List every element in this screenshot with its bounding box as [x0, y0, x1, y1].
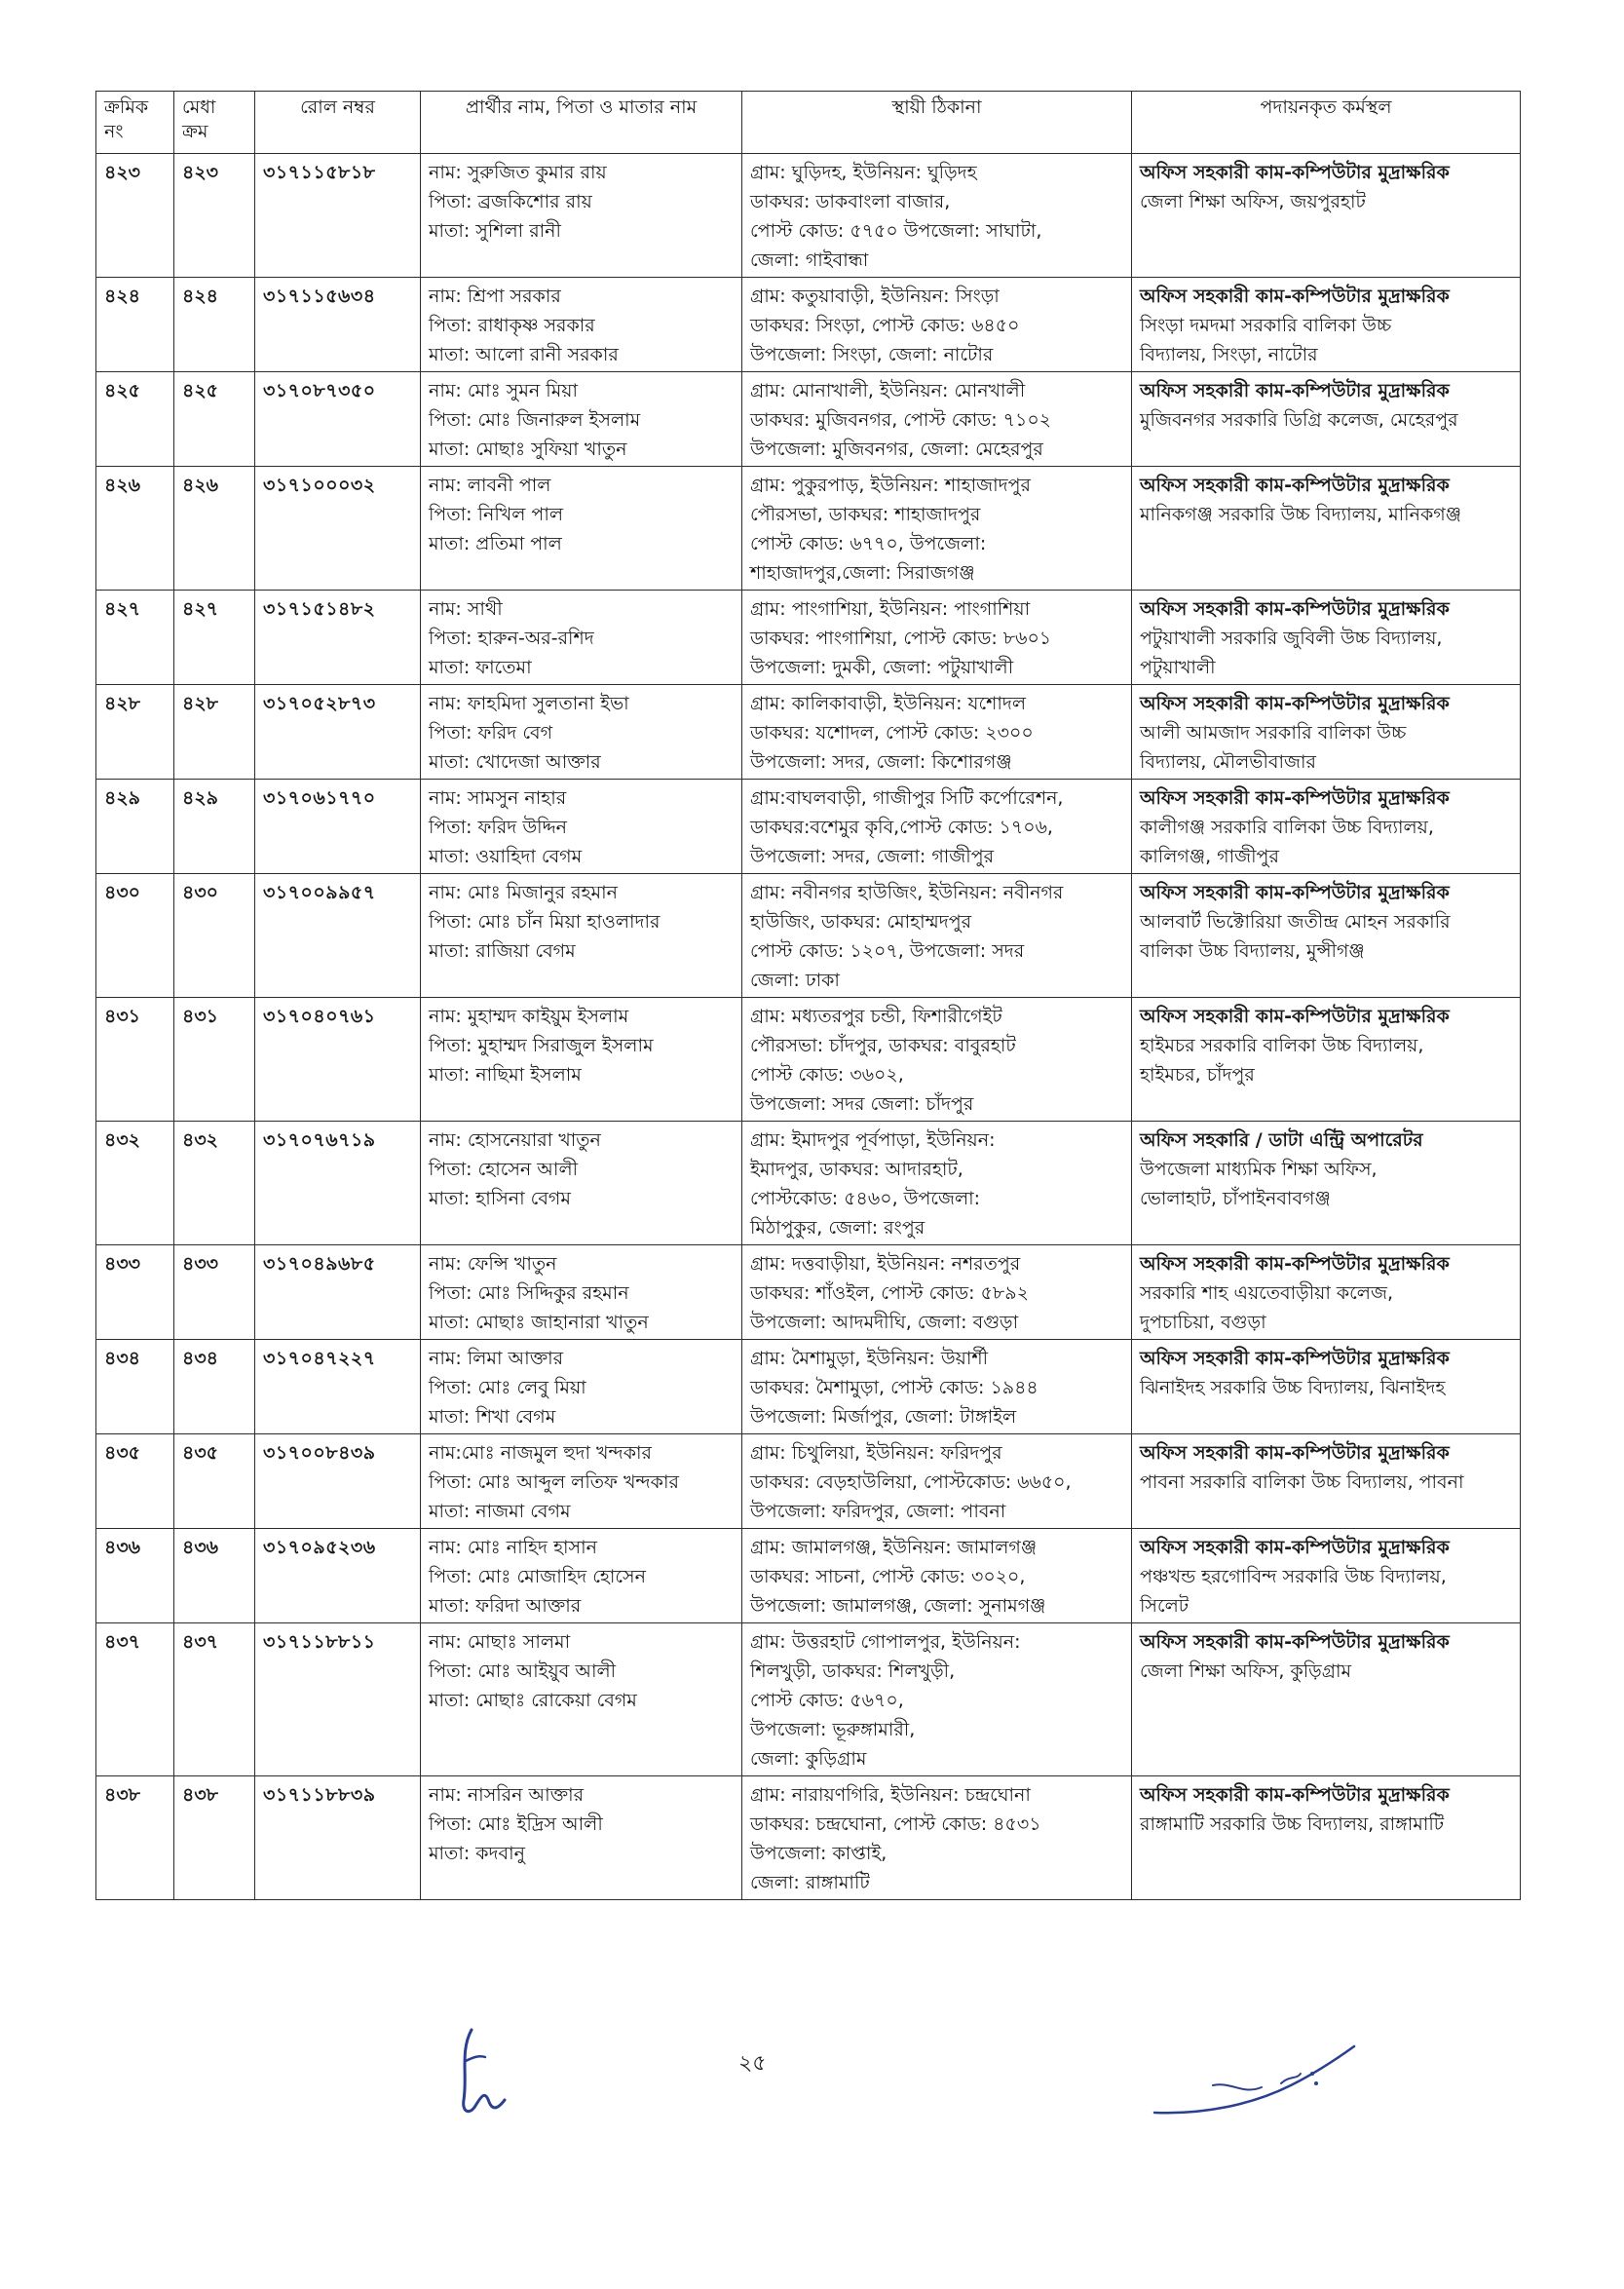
- post-title: অফিস সহকারী কাম-কম্পিউটার মুদ্রাক্ষরিক: [1140, 286, 1450, 307]
- merit-cell: ৪২৮: [174, 685, 255, 780]
- post-title: অফিস সহকারী কাম-কম্পিউটার মুদ্রাক্ষরিক: [1140, 1784, 1450, 1806]
- table-row: [96, 467, 1521, 591]
- page-number: ২৫: [738, 2051, 767, 2076]
- merit-cell: ৪৩৭: [174, 1623, 255, 1776]
- post-title: অফিস সহকারী কাম-কম্পিউটার মুদ্রাক্ষরিক: [1140, 380, 1450, 401]
- roll-number-cell: ৩১৭০৪৭২২৭: [255, 1340, 421, 1434]
- workplace: জেলা শিক্ষা অফিস, জয়পুরহাট: [1140, 191, 1366, 212]
- candidate-name-cell: নাম: ফাহমিদা সুলতানা ইভা পিতা: ফরিদ বেগ মাতা: খোদেজা আক্তার: [421, 685, 742, 780]
- serial-cell: ৪৩৭: [96, 1623, 174, 1776]
- table-row: [96, 1623, 1521, 1776]
- candidate-name-cell: নাম: মুহাম্মদ কাইয়ুম ইসলাম পিতা: মুহাম্মদ সিরাজুল ইসলাম মাতা: নাছিমা ইসলাম: [421, 998, 742, 1122]
- roll-number-cell: ৩১৭০৪৯৬৮৫: [255, 1245, 421, 1340]
- workplace: মুজিবনগর সরকারি ডিগ্রি কলেজ, মেহেরপুর: [1140, 409, 1458, 431]
- posting-cell: [1132, 1776, 1521, 1900]
- permanent-address-cell: গ্রাম: জামালগঞ্জ, ইউনিয়ন: জামালগঞ্জ ডাকঘর: সাচনা, পোস্ট কোড: ৩০২০, উপজেলা: জামালগঞ্জ, জেলা: সুনামগঞ্জ: [742, 1529, 1132, 1623]
- merit-list-sheet: [95, 91, 1520, 1900]
- candidate-name-cell: নাম: হোসনেয়ারা খাতুন পিতা: হোসেন আলী মাতা: হাসিনা বেগম: [421, 1122, 742, 1245]
- serial-cell: ৪৩২: [96, 1122, 174, 1245]
- post-title: অফিস সহকারী কাম-কম্পিউটার মুদ্রাক্ষরিক: [1140, 787, 1450, 809]
- merit-cell: ৪৩৫: [174, 1434, 255, 1529]
- serial-cell: ৪৩০: [96, 874, 174, 998]
- posting-cell: [1132, 1529, 1521, 1623]
- serial-cell: ৪৩৫: [96, 1434, 174, 1529]
- permanent-address-cell: গ্রাম: কালিকাবাড়ী, ইউনিয়ন: যশোদল ডাকঘর: যশোদল, পোস্ট কোড: ২৩০০ উপজেলা: সদর, জেলা: কিশোরগঞ্জ: [742, 685, 1132, 780]
- merit-cell: ৪৩৪: [174, 1340, 255, 1434]
- candidate-name-cell: নাম: সুরুজিত কুমার রায় পিতা: ব্রজকিশোর রায় মাতা: সুশিলা রানী: [421, 154, 742, 278]
- table-row: [96, 780, 1521, 874]
- merit-cell: ৪২৩: [174, 154, 255, 278]
- merit-cell: ৪২৯: [174, 780, 255, 874]
- header-posting: পদায়নকৃত কর্মস্থল: [1132, 92, 1521, 154]
- permanent-address-cell: গ্রাম: নারায়ণগিরি, ইউনিয়ন: চন্দ্রঘোনা ডাকঘর: চন্দ্রঘোনা, পোস্ট কোড: ৪৫৩১ উপজেলা: কাপ্তাই, জেলা: রাঙ্গামাটি: [742, 1776, 1132, 1900]
- permanent-address-cell: গ্রাম: নবীনগর হাউজিং, ইউনিয়ন: নবীনগর হাউজিং, ডাকঘর: মোহাম্মদপুর পোস্ট কোড: ১২০৭, উপজেলা: সদর জেলা: ঢাকা: [742, 874, 1132, 998]
- roll-number-cell: ৩১৭১১৮৮৩৯: [255, 1776, 421, 1900]
- serial-cell: ৪২৭: [96, 591, 174, 685]
- serial-cell: ৪২৯: [96, 780, 174, 874]
- post-title: অফিস সহকারী কাম-কম্পিউটার মুদ্রাক্ষরিক: [1140, 693, 1450, 714]
- roll-number-cell: ৩১৭১১৫৮১৮: [255, 154, 421, 278]
- merit-cell: ৪৩১: [174, 998, 255, 1122]
- roll-number-cell: ৩১৭০০৮৪৩৯: [255, 1434, 421, 1529]
- post-title: অফিস সহকারী কাম-কম্পিউটার মুদ্রাক্ষরিক: [1140, 475, 1450, 496]
- workplace: সিংড়া দমদমা সরকারি বালিকা উচ্চ বিদ্যালয়, সিংড়া, নাটোর: [1140, 315, 1392, 365]
- permanent-address-cell: গ্রাম: মধ্যতরপুর চন্ডী, ফিশারীগেইট পৌরসভা: চাঁদপুর, ডাকঘর: বাবুরহাট পোস্ট কোড: ৩৬০২, উপজেলা: সদর জেলা: চাঁদপুর: [742, 998, 1132, 1122]
- permanent-address-cell: গ্রাম: মোনাখালী, ইউনিয়ন: মোনখালী ডাকঘর: মুজিবনগর, পোস্ট কোড: ৭১০২ উপজেলা: মুজিবনগর, জেলা: মেহেরপুর: [742, 372, 1132, 467]
- candidate-name-cell: নাম: মোঃ সুমন মিয়া পিতা: মোঃ জিনারুল ইসলাম মাতা: মোছাঃ সুফিয়া খাতুন: [421, 372, 742, 467]
- posting-cell: [1132, 1434, 1521, 1529]
- posting-cell: [1132, 372, 1521, 467]
- signature-left: [450, 2022, 528, 2129]
- post-title: অফিস সহকারী কাম-কম্পিউটার মুদ্রাক্ষরিক: [1140, 1631, 1450, 1653]
- candidate-name-cell: নাম: লাবনী পাল পিতা: নিখিল পাল মাতা: প্রতিমা পাল: [421, 467, 742, 591]
- workplace: পাবনা সরকারি বালিকা উচ্চ বিদ্যালয়, পাবনা: [1140, 1471, 1464, 1493]
- candidate-name-cell: নাম: ফেন্সি খাতুন পিতা: মোঃ সিদ্দিকুর রহমান মাতা: মোছাঃ জাহানারা খাতুন: [421, 1245, 742, 1340]
- serial-cell: ৪৩৩: [96, 1245, 174, 1340]
- post-title: অফিস সহকারী কাম-কম্পিউটার মুদ্রাক্ষরিক: [1140, 1253, 1450, 1275]
- candidate-name-cell: নাম: সাথী পিতা: হারুন-অর-রশিদ মাতা: ফাতেমা: [421, 591, 742, 685]
- post-title: অফিস সহকারি / ডাটা এন্ট্রি অপারেটর: [1140, 1129, 1423, 1151]
- table-row: [96, 1776, 1521, 1900]
- signature-right: [1145, 2037, 1388, 2144]
- table-row: [96, 874, 1521, 998]
- roll-number-cell: ৩১৭০০৯৯৫৭: [255, 874, 421, 998]
- workplace: আলবার্ট ভিক্টোরিয়া জতীন্দ্র মোহন সরকারি বালিকা উচ্চ বিদ্যালয়, মুন্সীগঞ্জ: [1140, 911, 1451, 962]
- serial-cell: ৪৩৪: [96, 1340, 174, 1434]
- posting-cell: [1132, 591, 1521, 685]
- roll-number-cell: ৩১৭০৯৫২৩৬: [255, 1529, 421, 1623]
- roll-number-cell: ৩১৭১১৮৮১১: [255, 1623, 421, 1776]
- permanent-address-cell: গ্রাম: পুকুরপাড়, ইউনিয়ন: শাহাজাদপুর পৌরসভা, ডাকঘর: শাহাজাদপুর পোস্ট কোড: ৬৭৭০, উপজেলা: শাহাজাদপুর,জেলা: সিরাজগঞ্জ: [742, 467, 1132, 591]
- permanent-address-cell: গ্রাম: ইমাদপুর পূর্বপাড়া, ইউনিয়ন: ইমাদপুর, ডাকঘর: আদারহাট, পোস্টকোড: ৫৪৬০, উপজেলা: মিঠাপুকুর, জেলা: রংপুর: [742, 1122, 1132, 1245]
- post-title: অফিস সহকারী কাম-কম্পিউটার মুদ্রাক্ষরিক: [1140, 1348, 1450, 1369]
- merit-cell: ৪৩৩: [174, 1245, 255, 1340]
- workplace: ঝিনাইদহ সরকারি উচ্চ বিদ্যালয়, ঝিনাইদহ: [1140, 1377, 1446, 1398]
- posting-cell: [1132, 1122, 1521, 1245]
- post-title: অফিস সহকারী কাম-কম্পিউটার মুদ্রাক্ষরিক: [1140, 1537, 1450, 1558]
- candidate-name-cell: নাম: শ্রিপা সরকার পিতা: রাধাকৃষ্ণ সরকার মাতা: আলো রানী সরকার: [421, 278, 742, 372]
- workplace: পটুয়াখালী সরকারি জুবিলী উচ্চ বিদ্যালয়, পটুয়াখালী: [1140, 628, 1443, 678]
- permanent-address-cell: গ্রাম: ঘুড়িদহ, ইউনিয়ন: ঘুড়িদহ ডাকঘর: ডাকবাংলা বাজার, পোস্ট কোড: ৫৭৫০ উপজেলা: সাঘাটা, জেলা: গাইবান্ধা: [742, 154, 1132, 278]
- candidate-name-cell: নাম: মোছাঃ সালমা পিতা: মোঃ আইয়ুব আলী মাতা: মোছাঃ রোকেয়া বেগম: [421, 1623, 742, 1776]
- posting-cell: [1132, 685, 1521, 780]
- roll-number-cell: ৩১৭০৫২৮৭৩: [255, 685, 421, 780]
- serial-cell: ৪৩৮: [96, 1776, 174, 1900]
- roll-number-cell: ৩১৭০৪০৭৬১: [255, 998, 421, 1122]
- workplace: উপজেলা মাধ্যমিক শিক্ষা অফিস, ভোলাহাট, চাঁপাইনবাবগঞ্জ: [1140, 1159, 1378, 1209]
- merit-cell: ৪২৫: [174, 372, 255, 467]
- merit-cell: ৪২৬: [174, 467, 255, 591]
- merit-cell: ৪৩২: [174, 1122, 255, 1245]
- header-merit: মেধা ক্রম: [174, 92, 255, 154]
- posting-cell: [1132, 467, 1521, 591]
- workplace: কালীগঞ্জ সরকারি বালিকা উচ্চ বিদ্যালয়, কালিগঞ্জ, গাজীপুর: [1140, 817, 1434, 867]
- table-row: [96, 154, 1521, 278]
- permanent-address-cell: গ্রাম: দত্তবাড়ীয়া, ইউনিয়ন: নশরতপুর ডাকঘর: শাঁওইল, পোস্ট কোড: ৫৮৯২ উপজেলা: আদমদীঘি, জেলা: বগুড়া: [742, 1245, 1132, 1340]
- permanent-address-cell: গ্রাম: পাংগাশিয়া, ইউনিয়ন: পাংগাশিয়া ডাকঘর: পাংগাশিয়া, পোস্ট কোড: ৮৬০১ উপজেলা: দুমকী, জেলা: পটুয়াখালী: [742, 591, 1132, 685]
- merit-list-table: [95, 91, 1521, 1900]
- table-row: [96, 1529, 1521, 1623]
- roll-number-cell: ৩১৭০৮৭৩৫০: [255, 372, 421, 467]
- roll-number-cell: ৩১৭১০০০৩২: [255, 467, 421, 591]
- table-header-row: [96, 92, 1521, 154]
- roll-number-cell: ৩১৭০৬১৭৭০: [255, 780, 421, 874]
- serial-cell: ৪৩৬: [96, 1529, 174, 1623]
- candidate-name-cell: নাম: মোঃ মিজানুর রহমান পিতা: মোঃ চাঁন মিয়া হাওলাদার মাতা: রাজিয়া বেগম: [421, 874, 742, 998]
- posting-cell: [1132, 1245, 1521, 1340]
- post-title: অফিস সহকারী কাম-কম্পিউটার মুদ্রাক্ষরিক: [1140, 1442, 1450, 1464]
- header-roll: রোল নম্বর: [255, 92, 421, 154]
- permanent-address-cell: গ্রাম: কতুয়াবাড়ী, ইউনিয়ন: সিংড়া ডাকঘর: সিংড়া, পোস্ট কোড: ৬৪৫০ উপজেলা: সিংড়া, জেলা: নাটোর: [742, 278, 1132, 372]
- table-row: [96, 372, 1521, 467]
- table-row: [96, 278, 1521, 372]
- table-row: [96, 1245, 1521, 1340]
- roll-number-cell: ৩১৭১১৫৬৩৪: [255, 278, 421, 372]
- permanent-address-cell: গ্রাম: উত্তরহাট গোপালপুর, ইউনিয়ন: শিলখুড়ী, ডাকঘর: শিলখুড়ী, পোস্ট কোড: ৫৬৭০, উপজেলা: ভূরুঙ্গামারী, জেলা: কুড়িগ্রাম: [742, 1623, 1132, 1776]
- post-title: অফিস সহকারী কাম-কম্পিউটার মুদ্রাক্ষরিক: [1140, 598, 1450, 620]
- candidate-name-cell: নাম: মোঃ নাহিদ হাসান পিতা: মোঃ মোজাহিদ হোসেন মাতা: ফরিদা আক্তার: [421, 1529, 742, 1623]
- candidate-name-cell: নাম: সামসুন নাহার পিতা: ফরিদ উদ্দিন মাতা: ওয়াহিদা বেগম: [421, 780, 742, 874]
- header-serial: ক্রমিক নং: [96, 92, 174, 154]
- post-title: অফিস সহকারী কাম-কম্পিউটার মুদ্রাক্ষরিক: [1140, 882, 1450, 903]
- table-row: [96, 1122, 1521, 1245]
- permanent-address-cell: গ্রাম: মৈশামুড়া, ইউনিয়ন: উয়ার্শী ডাকঘর: মৈশামুড়া, পোস্ট কোড: ১৯৪৪ উপজেলা: মির্জাপুর, জেলা: টাঙ্গাইল: [742, 1340, 1132, 1434]
- permanent-address-cell: গ্রাম: চিথুলিয়া, ইউনিয়ন: ফরিদপুর ডাকঘর: বেড়হাউলিয়া, পোস্টকোড: ৬৬৫০, উপজেলা: ফরিদপুর, জেলা: পাবনা: [742, 1434, 1132, 1529]
- workplace: জেলা শিক্ষা অফিস, কুড়িগ্রাম: [1140, 1660, 1352, 1682]
- merit-cell: ৪৩৮: [174, 1776, 255, 1900]
- posting-cell: [1132, 1623, 1521, 1776]
- table-row: [96, 591, 1521, 685]
- posting-cell: [1132, 154, 1521, 278]
- merit-cell: ৪২৪: [174, 278, 255, 372]
- posting-cell: [1132, 998, 1521, 1122]
- candidate-name-cell: নাম:মোঃ নাজমুল হুদা খন্দকার পিতা: মোঃ আব্দুল লতিফ খন্দকার মাতা: নাজমা বেগম: [421, 1434, 742, 1529]
- workplace: মানিকগঞ্জ সরকারি উচ্চ বিদ্যালয়, মানিকগঞ্জ: [1140, 504, 1461, 525]
- table-row: [96, 1340, 1521, 1434]
- workplace: পঞ্চখন্ড হরগোবিন্দ সরকারি উচ্চ বিদ্যালয়, সিলেট: [1140, 1566, 1447, 1617]
- merit-cell: ৪৩০: [174, 874, 255, 998]
- serial-cell: ৪২৮: [96, 685, 174, 780]
- header-address: স্থায়ী ঠিকানা: [742, 92, 1132, 154]
- table-body: [96, 154, 1521, 1900]
- workplace: আলী আমজাদ সরকারি বালিকা উচ্চ বিদ্যালয়, মৌলভীবাজার: [1140, 722, 1407, 773]
- posting-cell: [1132, 1340, 1521, 1434]
- permanent-address-cell: গ্রাম:বাঘলবাড়ী, গাজীপুর সিটি কর্পোরেশন, ডাকঘর:বশেমুর কৃবি,পোস্ট কোড: ১৭০৬, উপজেলা: সদর, জেলা: গাজীপুর: [742, 780, 1132, 874]
- serial-cell: ৪২৩: [96, 154, 174, 278]
- table-row: [96, 1434, 1521, 1529]
- table-row: [96, 685, 1521, 780]
- posting-cell: [1132, 278, 1521, 372]
- merit-cell: ৪২৭: [174, 591, 255, 685]
- roll-number-cell: ৩১৭১৫১৪৮২: [255, 591, 421, 685]
- posting-cell: [1132, 874, 1521, 998]
- workplace: রাঙ্গামাটি সরকারি উচ্চ বিদ্যালয়, রাঙ্গামাটি: [1140, 1813, 1445, 1835]
- serial-cell: ৪২৫: [96, 372, 174, 467]
- serial-cell: ৪৩১: [96, 998, 174, 1122]
- serial-cell: ৪২৬: [96, 467, 174, 591]
- candidate-name-cell: নাম: লিমা আক্তার পিতা: মোঃ লেবু মিয়া মাতা: শিখা বেগম: [421, 1340, 742, 1434]
- post-title: অফিস সহকারী কাম-কম্পিউটার মুদ্রাক্ষরিক: [1140, 1006, 1450, 1027]
- workplace: সরকারি শাহ এয়তেবাড়ীয়া কলেজ, দুপচাচিয়া, বগুড়া: [1140, 1282, 1393, 1333]
- roll-number-cell: ৩১৭০৭৬৭১৯: [255, 1122, 421, 1245]
- workplace: হাইমচর সরকারি বালিকা উচ্চ বিদ্যালয়, হাইমচর, চাঁদপুর: [1140, 1035, 1424, 1086]
- post-title: অফিস সহকারী কাম-কম্পিউটার মুদ্রাক্ষরিক: [1140, 162, 1450, 183]
- posting-cell: [1132, 780, 1521, 874]
- table-row: [96, 998, 1521, 1122]
- header-name: প্রার্থীর নাম, পিতা ও মাতার নাম: [421, 92, 742, 154]
- merit-cell: ৪৩৬: [174, 1529, 255, 1623]
- serial-cell: ৪২৪: [96, 278, 174, 372]
- candidate-name-cell: নাম: নাসরিন আক্তার পিতা: মোঃ ইদ্রিস আলী মাতা: কদবানু: [421, 1776, 742, 1900]
